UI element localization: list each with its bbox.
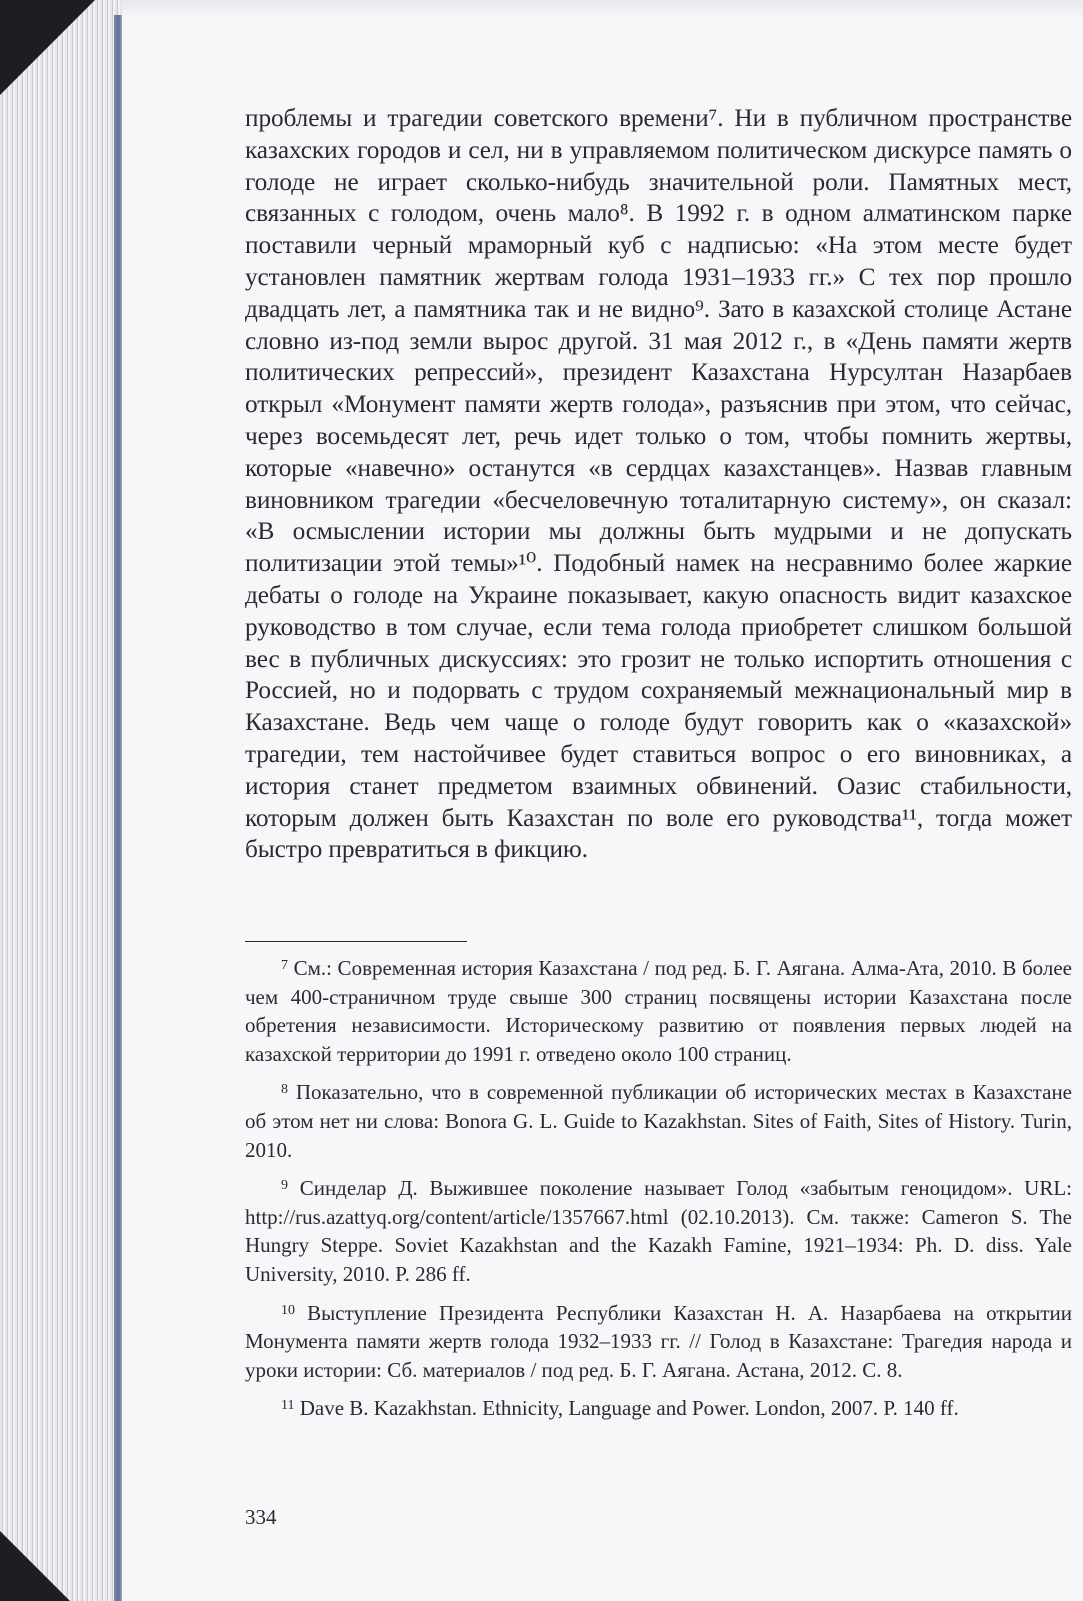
footnote-text: Dave B. Kazakhstan. Ethnicity, Language and Power. London, 2007. P. 140 ff. [299, 1396, 959, 1421]
footnote-number: 10 [281, 1302, 295, 1318]
footnote-10 [245, 1297, 1072, 1385]
footnote-number: 8 [281, 1082, 288, 1098]
footnote-text: Синделар Д. Выжившее поколение называет Голод «забытым геноцидом». URL: http://rus.azattyq.org/content/article/1357667.html (02.10.2013). См. также: Cameron S. The Hungry Steppe. Soviet Kazakhstan and the Kazakh Famine, 1921–1934: Ph. D. diss. Yale University, 2010. P. 286 ff. [245, 1176, 1072, 1286]
footnote-text: См.: Современная история Казахстана / под ред. Б. Г. Аягана. Алма-Ата, 2010. В более чем 400-страничном труде свыше 300 страниц посвящены истории Казахстана после обретения независимости. Историческому развитию от появления первых людей на казахской территории до 1991 г. отведено около 100 страниц. [245, 956, 1072, 1066]
footnote-text: Показательно, что в современной публикации об исторических местах в Казахстане об этом нет ни слова: Bonora G. L. Guide to Kazakhstan. Sites of Faith, Sites of History. Turin, 2010. [245, 1080, 1072, 1162]
footnote-text: Выступление Президента Республики Казахстан Н. А. Назарбаева на открытии Монумента памяти жертв голода 1932–1933 гг. // Голод в Казахстане: Трагедия народа и уроки истории: Сб. материалов / под ред. Б. Г. Аягана. Астана, 2012. С. 8. [245, 1300, 1072, 1382]
dark-corner-bottom [0, 1531, 70, 1601]
main-text [245, 103, 1072, 866]
footnote-7 [245, 952, 1072, 1068]
footnote-8 [245, 1076, 1072, 1164]
book-page-edges [0, 0, 122, 1601]
footnote-number: 9 [281, 1178, 288, 1194]
body-paragraph: проблемы и трагедии советского времени⁷. Ни в публичном пространстве казахских городов и сел, ни в управляемом политическом дискурсе память о голоде не играет сколько-нибудь значительной роли. Памятных мест, связанных с голодом, очень мало⁸. В 1992 г. в одном алматинском парке поставили черный мраморный куб с надписью: «На этом месте будет установлен памятник жертвам голода 1931–1933 гг.» С тех пор прошло двадцать лет, а памятника так и не видно⁹. Зато в казахской столице Астане словно из-под земли вырос другой. 31 мая 2012 г., в «День памяти жертв политических репрессий», президент Казахстана Нурсултан Назарбаев открыл «Монумент памяти жертв голода», разъяснив при этом, что сейчас, через восемьдесят лет, речь идет только о том, чтобы помнить жертвы, которые «навечно» останутся «в сердцах казахстанцев». Назвав главным виновником трагедии «бесчеловечную тоталитарную систему», он сказал: «В осмыслении истории мы должны быть мудрыми и не допускать политизации этой темы»¹⁰. Подобный намек на несравнимо более жаркие дебаты о голоде на Украине показывает, какую опасность видит казахское руководство в том случае, если тема голода приобретет слишком большой вес в публичных дискуссиях: это грозит не только испортить отношения с Россией, но и подорвать с трудом сохраняемый межнациональный мир в Казахстане. Ведь чем чаще о голоде будут говорить как о «казахской» трагедии, тем настойчивее будет ставиться вопрос о его виновниках, а история станет предметом взаимных обвинений. Оазис стабильности, которым должен быть Казахстан по воле его руководства¹¹, тогда может быстро превратиться в фикцию. [245, 104, 1072, 864]
footnote-11 [245, 1392, 1072, 1423]
footnote-9 [245, 1172, 1072, 1288]
dark-corner-top [0, 0, 95, 95]
footnote-separator [245, 941, 467, 942]
footnote-number: 7 [281, 958, 288, 973]
page-number: 334 [245, 1505, 277, 1529]
book-binding [114, 15, 122, 1601]
footnotes [245, 952, 1072, 1431]
top-page-shadow [122, 0, 1083, 18]
footnote-number: 11 [281, 1398, 295, 1414]
